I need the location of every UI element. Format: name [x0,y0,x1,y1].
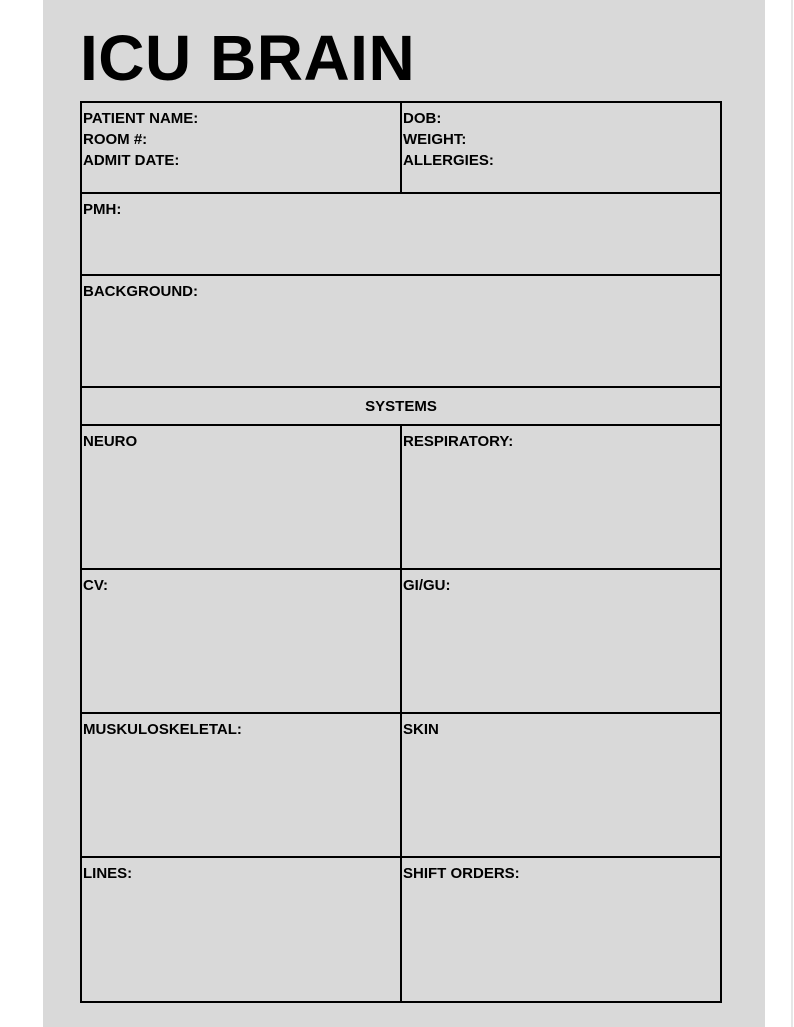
cv-label: CV: [83,577,109,594]
musculoskeletal-cell [80,712,402,858]
lines-label: LINES: [83,865,133,882]
patient-info-right-cell [400,101,722,194]
lines-cell [80,856,402,1003]
room-number-label: ROOM #: [83,131,148,148]
admit-date-label: ADMIT DATE: [83,152,180,169]
musculoskeletal-label: MUSKULOSKELETAL: [83,721,242,738]
allergies-label: ALLERGIES: [403,152,494,169]
pmh-cell [80,192,722,276]
background-label: BACKGROUND: [83,283,198,300]
respiratory-label: RESPIRATORY: [403,433,514,450]
patient-info-left-cell [80,101,402,194]
gi-gu-label: GI/GU: [403,577,451,594]
weight-label: WEIGHT: [403,131,467,148]
systems-header-label: SYSTEMS [365,397,437,415]
cv-cell [80,568,402,714]
systems-header-cell [80,386,722,426]
neuro-cell [80,424,402,570]
respiratory-cell [400,424,722,570]
skin-label: SKIN [403,721,439,738]
page-edge-line [791,0,793,1027]
patient-name-label: PATIENT NAME: [83,110,199,127]
skin-cell [400,712,722,858]
page-title: ICU BRAIN [80,22,416,94]
shift-orders-cell [400,856,722,1003]
gi-gu-cell [400,568,722,714]
background-cell [80,274,722,388]
pmh-label: PMH: [83,201,122,218]
dob-label: DOB: [403,110,442,127]
neuro-label: NEURO [83,433,138,450]
shift-orders-label: SHIFT ORDERS: [403,865,520,882]
